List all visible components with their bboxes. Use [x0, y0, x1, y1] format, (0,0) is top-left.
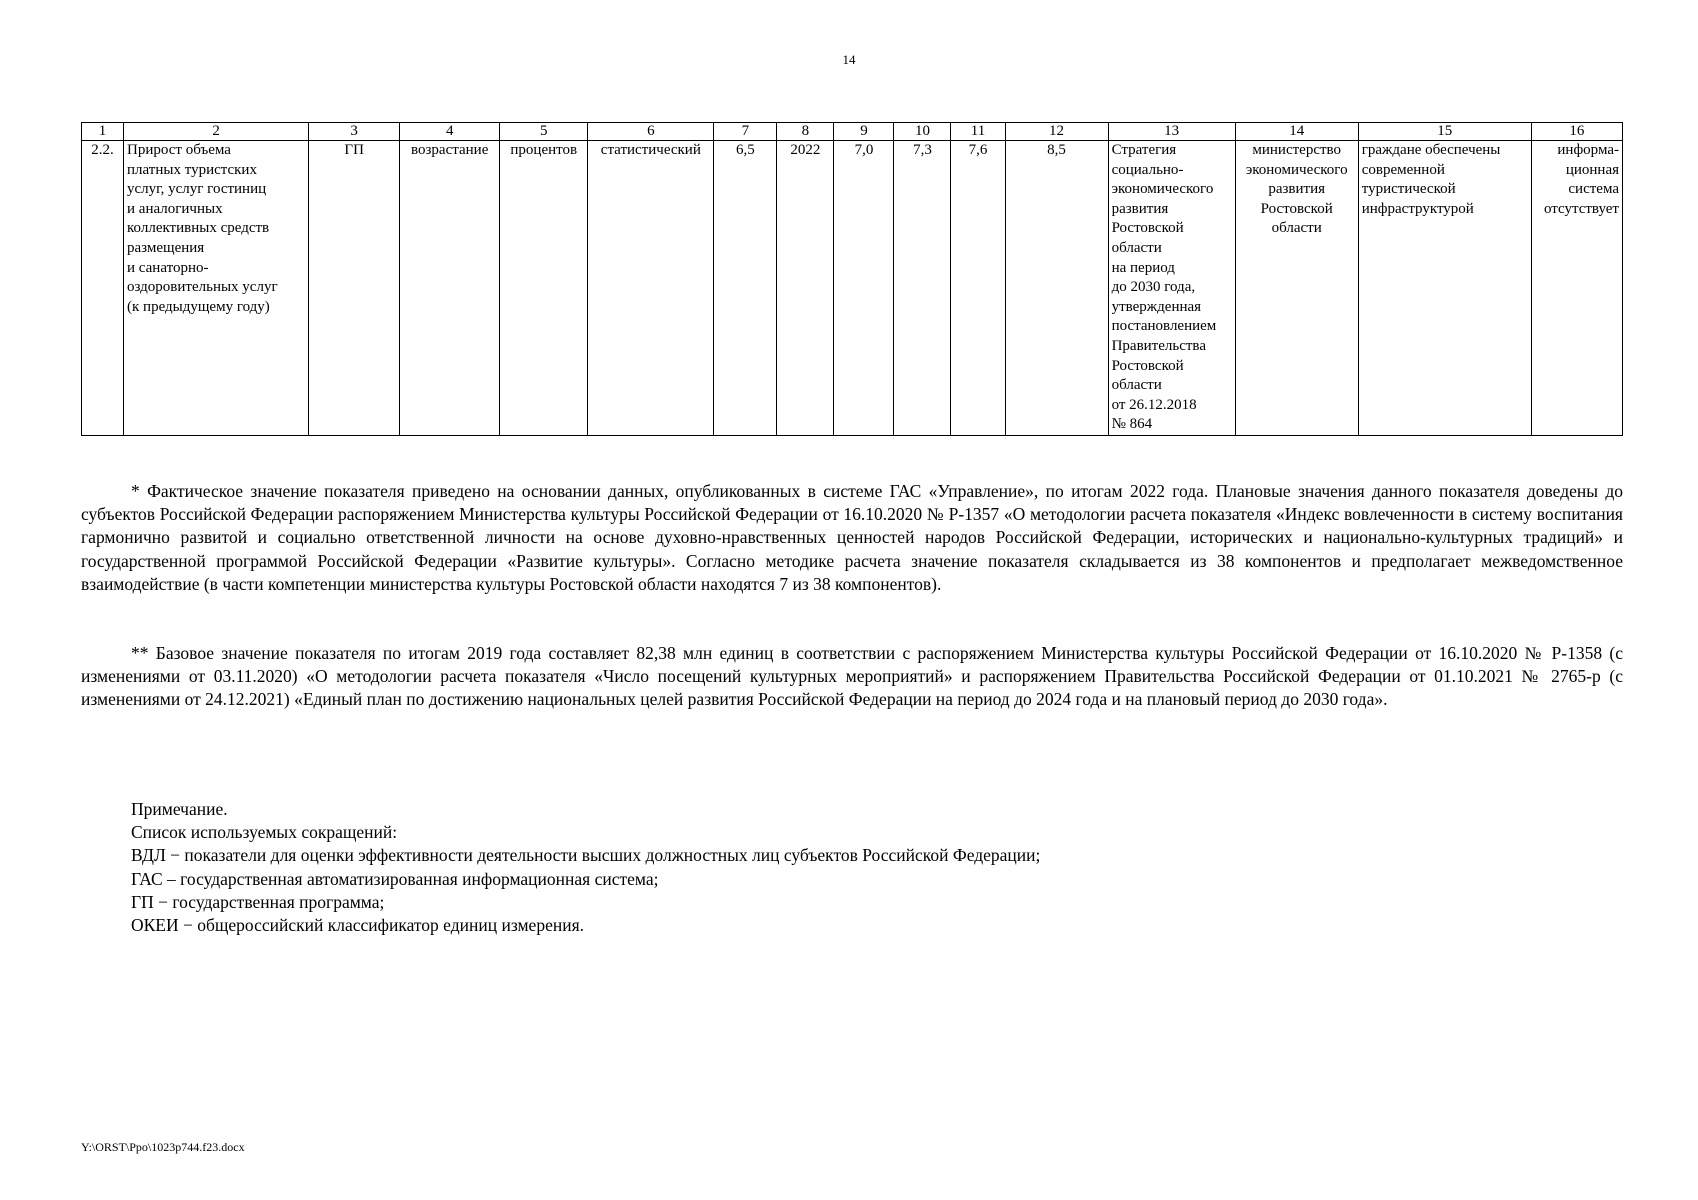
document-line: Ростовской [1111, 220, 1184, 237]
header-cell: 6 [588, 123, 714, 141]
document-line: № 864 [1111, 416, 1153, 433]
abbreviation-item: ОКЕИ − общероссийский классификатор единиц измерения. [131, 915, 585, 936]
indicator-table [81, 122, 1623, 436]
info-system-line: ционная [1565, 161, 1619, 178]
goal-line: инфраструктурой [1361, 200, 1474, 217]
indicator-name-line: и санаторно- [127, 259, 209, 276]
document-line: области [1111, 239, 1162, 256]
abbreviation-item: ГП − государственная программа; [131, 891, 385, 912]
file-path-footer: Y:\ORST\Ppo\1023p744.f23.docx [81, 1140, 245, 1154]
indicator-name-line: оздоровительных услуг [127, 279, 278, 296]
header-cell: 12 [1005, 123, 1108, 141]
indicator-kind-cell: статистический [588, 141, 714, 436]
responsible-cell [1235, 141, 1358, 436]
document-line: экономического [1111, 181, 1214, 198]
goal-line: туристической [1361, 181, 1456, 198]
header-cell: 9 [834, 123, 894, 141]
header-cell: 15 [1358, 123, 1531, 141]
header-cell: 3 [309, 123, 400, 141]
indicator-name-line: и аналогичных [127, 200, 223, 217]
indicator-name-cell [124, 141, 309, 436]
value-cell: 7,3 [894, 141, 951, 436]
document-line: от 26.12.2018 [1111, 396, 1197, 413]
indicator-type-cell: ГП [309, 141, 400, 436]
abbreviation-item: ВДЛ − показатели для оценки эффективности деятельности высших должностных лиц субъектов Российской Федерации; [131, 845, 1041, 866]
header-cell: 11 [951, 123, 1005, 141]
header-cell: 1 [82, 123, 124, 141]
value-cell: 8,5 [1005, 141, 1108, 436]
header-cell: 7 [714, 123, 777, 141]
document-line: постановлением [1111, 318, 1217, 335]
document-line: до 2030 года, [1111, 279, 1196, 296]
goal-cell [1358, 141, 1531, 436]
info-system-line: информа- [1557, 142, 1619, 158]
indicator-name-line: коллективных средств [127, 220, 270, 237]
table-row [82, 141, 1623, 436]
document-line: развития [1111, 200, 1169, 217]
remarks-title: Примечание. [131, 799, 228, 819]
indicator-name-line: размещения [127, 239, 205, 256]
unit-cell: процентов [500, 141, 588, 436]
responsible-line: области [1271, 220, 1322, 237]
document-cell [1108, 141, 1235, 436]
direction-cell: возрастание [400, 141, 500, 436]
responsible-line: экономического [1245, 161, 1348, 178]
page-number: 14 [842, 52, 856, 67]
base-value-cell: 6,5 [714, 141, 777, 436]
indicator-name-line: (к предыдущему году) [127, 298, 270, 315]
document-line: утвержденная [1111, 298, 1202, 315]
remarks-block [131, 798, 1040, 937]
indicator-name-line: Прирост объема [127, 142, 231, 158]
header-cell: 13 [1108, 123, 1235, 141]
responsible-line: развития [1268, 181, 1326, 198]
info-system-line: отсутствует [1543, 200, 1619, 217]
indicator-name-line: платных туристских [127, 161, 257, 178]
header-cell: 14 [1235, 123, 1358, 141]
header-cell: 5 [500, 123, 588, 141]
table-header-row [82, 123, 1623, 141]
responsible-line: министерство [1252, 142, 1342, 158]
header-cell: 8 [777, 123, 834, 141]
footnote-2 [81, 642, 1623, 712]
document-line: области [1111, 377, 1162, 394]
indicator-table-wrapper [81, 122, 1623, 436]
value-cell: 7,6 [951, 141, 1005, 436]
abbreviations-title: Список используемых сокращений: [131, 822, 398, 843]
responsible-line: Ростовской [1260, 200, 1333, 217]
document-line: социально- [1111, 161, 1184, 178]
goal-line: современной [1361, 161, 1445, 178]
footnote-1 [81, 480, 1623, 596]
goal-line: граждане обеспечены [1361, 142, 1501, 158]
base-year-cell: 2022 [777, 141, 834, 436]
document-line: на период [1111, 259, 1175, 276]
document-line: Правительства [1111, 337, 1206, 354]
document-line: Ростовской [1111, 357, 1184, 374]
header-cell: 2 [124, 123, 309, 141]
header-cell: 16 [1531, 123, 1622, 141]
header-cell: 4 [400, 123, 500, 141]
footnote-2-text: ** Базовое значение показателя по итогам 2019 года составляет 82,38 млн единиц в соответствии с распоряжением Министерства культуры Российской Федерации от 16.10.2020 № Р-1358 (с изменениями от 03.11.2020) «О методологии расчета показателя «Число посещений культурных мероприятий» и распоряжением Правительства Российской Федерации от 01.10.2021 № 2765-р (с изменениями от 24.12.2021) «Единый план по достижению национальных целей развития Российской Федерации на период до 2024 года и на плановый период до 2030 года». [81, 643, 1623, 710]
abbreviation-item: ГАС – государственная автоматизированная информационная система; [131, 868, 659, 889]
info-system-line: система [1568, 181, 1619, 198]
indicator-name-line: услуг, услуг гостиниц [127, 181, 267, 198]
document-line: Стратегия [1111, 142, 1177, 158]
footnote-1-text: * Фактическое значение показателя приведено на основании данных, опубликованных в системе ГАС «Управление», по итогам 2022 года. Плановые значения данного показателя доведены до субъектов Российской Федерации распоряжением Министерства культуры Российской Федерации от 16.10.2020 № Р-1357 «О методологии расчета показателя «Индекс вовлеченности в систему воспитания гармонично развитой и социально ответственной личности на основе духовно-нравственных ценностей народов Российской Федерации, исторических и национально-культурных традиций» и государственной программой Российской Федерации «Развитие культуры». Согласно методике расчета значение показателя складывается из 38 компонентов и предполагает межведомственное взаимодействие (в части компетенции министерства культуры Ростовской области находятся 7 из 38 компонентов). [81, 481, 1623, 594]
row-number-cell: 2.2. [82, 141, 124, 436]
header-cell: 10 [894, 123, 951, 141]
info-system-cell [1531, 141, 1622, 436]
value-cell: 7,0 [834, 141, 894, 436]
